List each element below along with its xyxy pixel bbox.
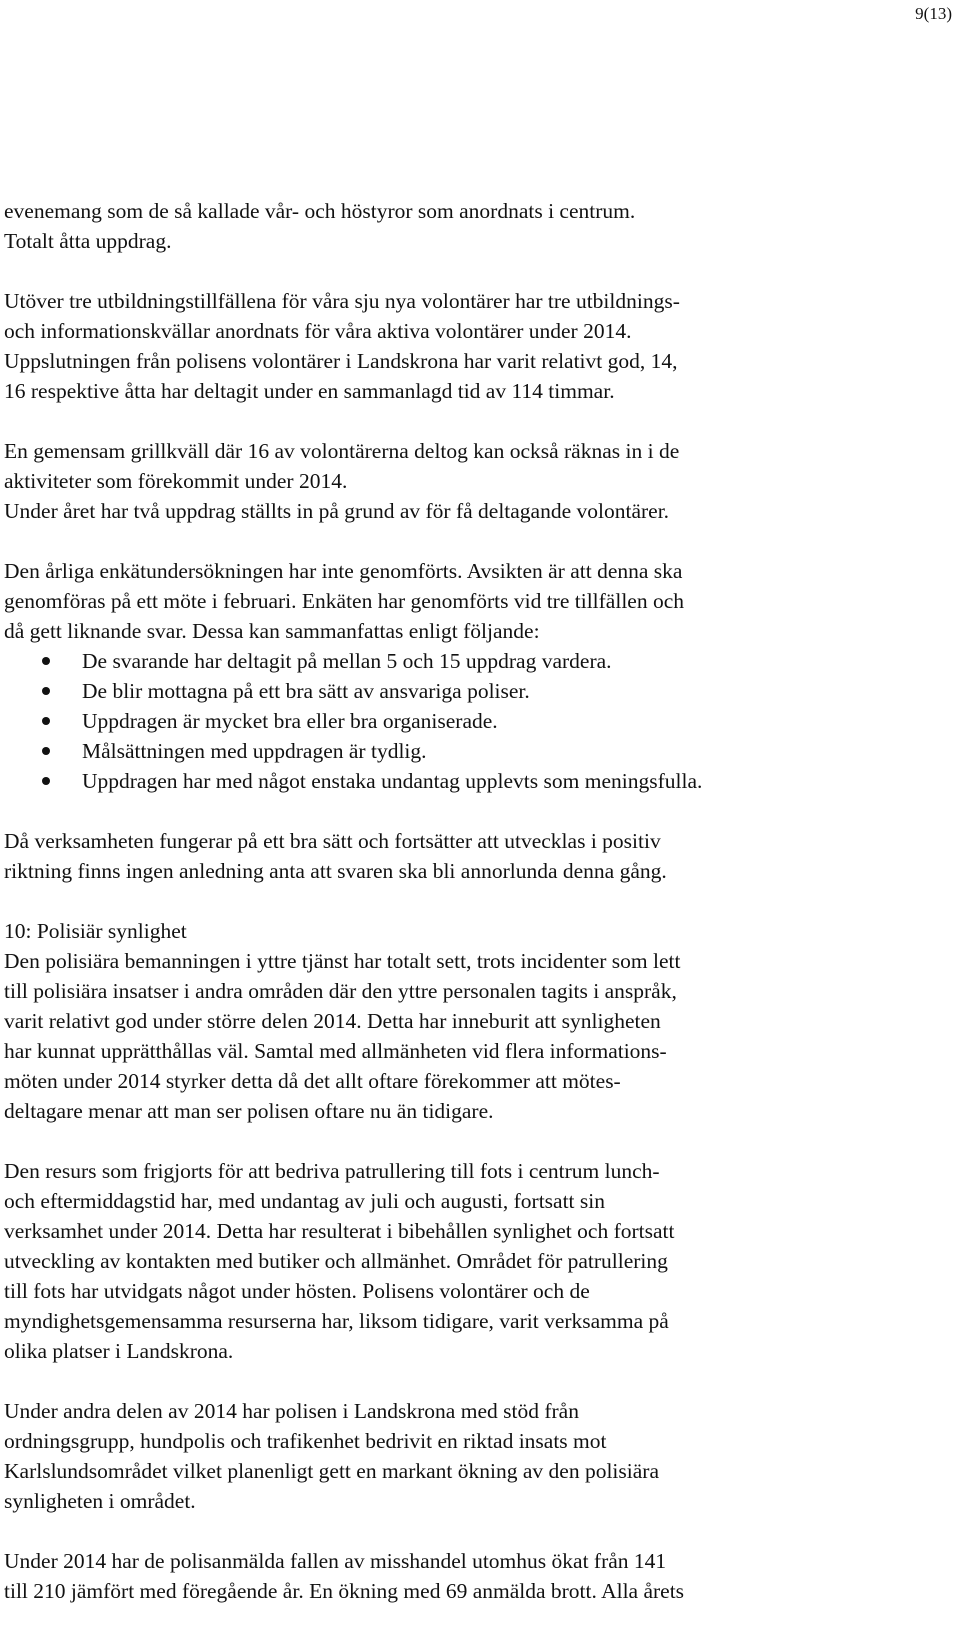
list-item: Uppdragen har med något enstaka undantag upplevts som meningsfulla. bbox=[4, 766, 954, 796]
text-line: myndighetsgemensamma resurserna har, liksom tidigare, varit verksamma på bbox=[4, 1309, 669, 1333]
text-line: utveckling av kontakten med butiker och allmänhet. Området för patrullering bbox=[4, 1249, 668, 1273]
paragraph-foot-patrol bbox=[4, 1156, 954, 1366]
list-item: De blir mottagna på ett bra sätt av ansvariga poliser. bbox=[4, 676, 954, 706]
text-line: 16 respektive åtta har deltagit under en sammanlagd tid av 114 timmar. bbox=[4, 379, 615, 403]
text-line: synligheten i området. bbox=[4, 1489, 196, 1513]
paragraph-targeted-effort bbox=[4, 1396, 954, 1516]
text-line: och informationskvällar anordnats för våra aktiva volontärer under 2014. bbox=[4, 319, 632, 343]
text-line: Den polisiära bemanningen i yttre tjänst har totalt sett, trots incidenter som lett bbox=[4, 949, 681, 973]
text-line: evenemang som de så kallade vår- och höstyror som anordnats i centrum. bbox=[4, 199, 636, 223]
document-body bbox=[4, 196, 954, 1606]
text-line: ordningsgrupp, hundpolis och trafikenhet bedrivit en riktad insats mot bbox=[4, 1429, 607, 1453]
bullet-icon bbox=[42, 777, 50, 785]
list-item: Uppdragen är mycket bra eller bra organiserade. bbox=[4, 706, 954, 736]
paragraph-grill-evening bbox=[4, 436, 954, 526]
text-line: till fots har utvidgats något under hösten. Polisens volontärer och de bbox=[4, 1279, 590, 1303]
text-line: riktning finns ingen anledning anta att svaren ska bli annorlunda denna gång. bbox=[4, 859, 667, 883]
list-item: Målsättningen med uppdragen är tydlig. bbox=[4, 736, 954, 766]
text-line: varit relativt god under större delen 2014. Detta har inneburit att synligheten bbox=[4, 1009, 661, 1033]
text-line: Den resurs som frigjorts för att bedriva patrullering till fots i centrum lunch- bbox=[4, 1159, 660, 1183]
text-line: Då verksamheten fungerar på ett bra sätt och fortsätter att utvecklas i positiv bbox=[4, 829, 661, 853]
section-heading: 10: Polisiär synlighet bbox=[4, 919, 187, 943]
text-line: och eftermiddagstid har, med undantag av juli och augusti, fortsatt sin bbox=[4, 1189, 605, 1213]
text-line: Uppslutningen från polisens volontärer i Landskrona har varit relativt god, 14, bbox=[4, 349, 678, 373]
text-line: Under 2014 har de polisanmälda fallen av misshandel utomhus ökat från 141 bbox=[4, 1549, 667, 1573]
text-line: Utöver tre utbildningstillfällena för våra sju nya volontärer har tre utbildnings- bbox=[4, 289, 680, 313]
list-item: De svarande har deltagit på mellan 5 och 15 uppdrag vardera. bbox=[4, 646, 954, 676]
paragraph-staffing bbox=[4, 946, 954, 1126]
bullet-icon bbox=[42, 657, 50, 665]
bullet-icon bbox=[42, 687, 50, 695]
text-line: då gett liknande svar. Dessa kan sammanfattas enligt följande: bbox=[4, 619, 540, 643]
text-line: verksamhet under 2014. Detta har resulterat i bibehållen synlighet och fortsatt bbox=[4, 1219, 675, 1243]
paragraph-conclusion bbox=[4, 826, 954, 886]
paragraph-events bbox=[4, 196, 954, 256]
bullet-icon bbox=[42, 747, 50, 755]
text-line: till polisiära insatser i andra områden där den yttre personalen tagits i anspråk, bbox=[4, 979, 677, 1003]
bullet-icon bbox=[42, 717, 50, 725]
survey-results-list bbox=[4, 646, 954, 796]
text-line: till 210 jämfört med föregående år. En ökning med 69 anmälda brott. Alla årets bbox=[4, 1579, 685, 1603]
paragraph-survey bbox=[4, 556, 954, 646]
text-line: olika platser i Landskrona. bbox=[4, 1339, 234, 1363]
text-line: aktiviteter som förekommit under 2014. bbox=[4, 469, 348, 493]
text-line: genomföras på ett möte i februari. Enkäten har genomförts vid tre tillfällen och bbox=[4, 589, 685, 613]
text-line: Totalt åtta uppdrag. bbox=[4, 229, 172, 253]
text-line: har kunnat upprätthållas väl. Samtal med allmänheten vid flera informations- bbox=[4, 1039, 667, 1063]
text-line: Under året har två uppdrag ställts in på grund av för få deltagande volontärer. bbox=[4, 499, 670, 523]
text-line: En gemensam grillkväll där 16 av volontärerna deltog kan också räknas in i de bbox=[4, 439, 680, 463]
text-line: deltagare menar att man ser polisen oftare nu än tidigare. bbox=[4, 1099, 494, 1123]
page-number: 9(13) bbox=[915, 4, 952, 23]
text-line: Den årliga enkätundersökningen har inte genomförts. Avsikten är att denna ska bbox=[4, 559, 683, 583]
paragraph-assault-statistics bbox=[4, 1546, 954, 1606]
text-line: Karlslundsområdet vilket planenligt gett en markant ökning av den polisiära bbox=[4, 1459, 659, 1483]
paragraph-training bbox=[4, 286, 954, 406]
text-line: möten under 2014 styrker detta då det allt oftare förekommer att mötes- bbox=[4, 1069, 621, 1093]
text-line: Under andra delen av 2014 har polisen i Landskrona med stöd från bbox=[4, 1399, 579, 1423]
